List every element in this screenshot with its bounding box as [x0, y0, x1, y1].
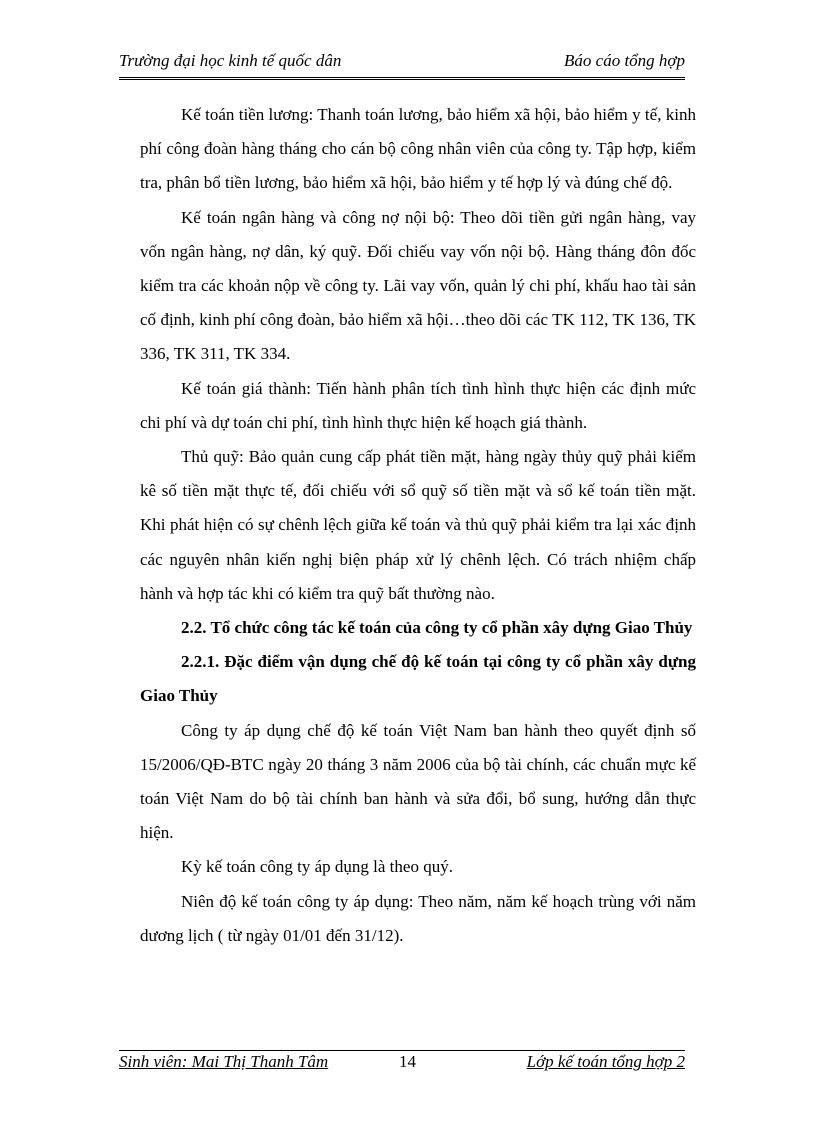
- footer-class-name: Lớp kế toán tổng hợp 2: [526, 1052, 685, 1071]
- paragraph-fiscal-year: Niên độ kế toán công ty áp dụng: Theo năm, năm kế hoạch trùng với năm dương lịch ( từ ngày 01/01 đến 31/12).: [140, 891, 696, 945]
- paragraph-salary-accounting: Kế toán tiền lương: Thanh toán lương, bảo hiểm xã hội, bảo hiểm y tế, kinh phí công đoàn hàng tháng cho cán bộ công nhân viên của công ty. Tập hợp, kiểm tra, phân bổ tiền lương, bảo hiểm xã hội, bảo hiểm y tế hợp lý và đúng chế độ.: [140, 105, 696, 193]
- paragraph-accounting-regime: Công ty áp dụng chế độ kế toán Việt Nam ban hành theo quyết định số 15/2006/QĐ-BTC ngày 20 tháng 3 năm 2006 của bộ tài chính, các chuẩn mực kế toán Việt Nam do bộ tài chính ban hành và sửa đổi, bổ sung, hướng dẫn thực hiện.: [140, 720, 696, 843]
- document-body: [140, 98, 696, 953]
- footer-student-name: Sinh viên: Mai Thị Thanh Tâm: [119, 1052, 329, 1071]
- page-footer: [119, 1050, 685, 1075]
- paragraph-cost-accounting: Kế toán giá thành: Tiến hành phân tích tình hình thực hiện các định mức chi phí và dự toán chi phí, tình hình thực hiện kế hoạch giá thành.: [140, 378, 696, 432]
- section-heading-2-2: 2.2. Tổ chức công tác kế toán của công ty cổ phần xây dựng Giao Thủy: [181, 618, 693, 638]
- page-header: [119, 51, 685, 80]
- header-report-title: Báo cáo tổng hợp: [564, 51, 685, 70]
- paragraph-accounting-period: Kỳ kế toán công ty áp dụng là theo quý.: [181, 857, 453, 877]
- paragraph-bank-accounting: Kế toán ngân hàng và công nợ nội bộ: Theo dõi tiền gửi ngân hàng, vay vốn ngân hàng, nợ dân, ký quỹ. Đối chiếu vay vốn nội bộ. Hàng tháng đôn đốc kiểm tra các khoản nộp về công ty. Lãi vay vốn, quản lý chi phí, khấu hao tài sản cố định, kinh phí công đoàn, bảo hiểm xã hội…theo dõi các TK 112, TK 136, TK 336, TK 311, TK 334.: [140, 207, 696, 364]
- page-number: 14: [399, 1052, 416, 1071]
- paragraph-treasurer: Thủ quỹ: Bảo quản cung cấp phát tiền mặt, hàng ngày thủy quỹ phải kiểm kê số tiền mặt thực tế, đối chiếu với sổ quỹ số tiền mặt và sổ kế toán tiền mặt. Khi phát hiện có sự chênh lệch giữa kế toán và thủ quỹ phải kiểm tra lại xác định các nguyên nhân kiến nghị biện pháp xử lý chênh lệch. Có trách nhiệm chấp hành và hợp tác khi có kiểm tra quỹ bất thường nào.: [140, 447, 696, 603]
- header-university: Trường đại học kinh tế quốc dân: [119, 51, 342, 70]
- section-heading-2-2-1: 2.2.1. Đặc điểm vận dụng chế độ kế toán tại công ty cổ phần xây dựng Giao Thủy: [140, 652, 696, 706]
